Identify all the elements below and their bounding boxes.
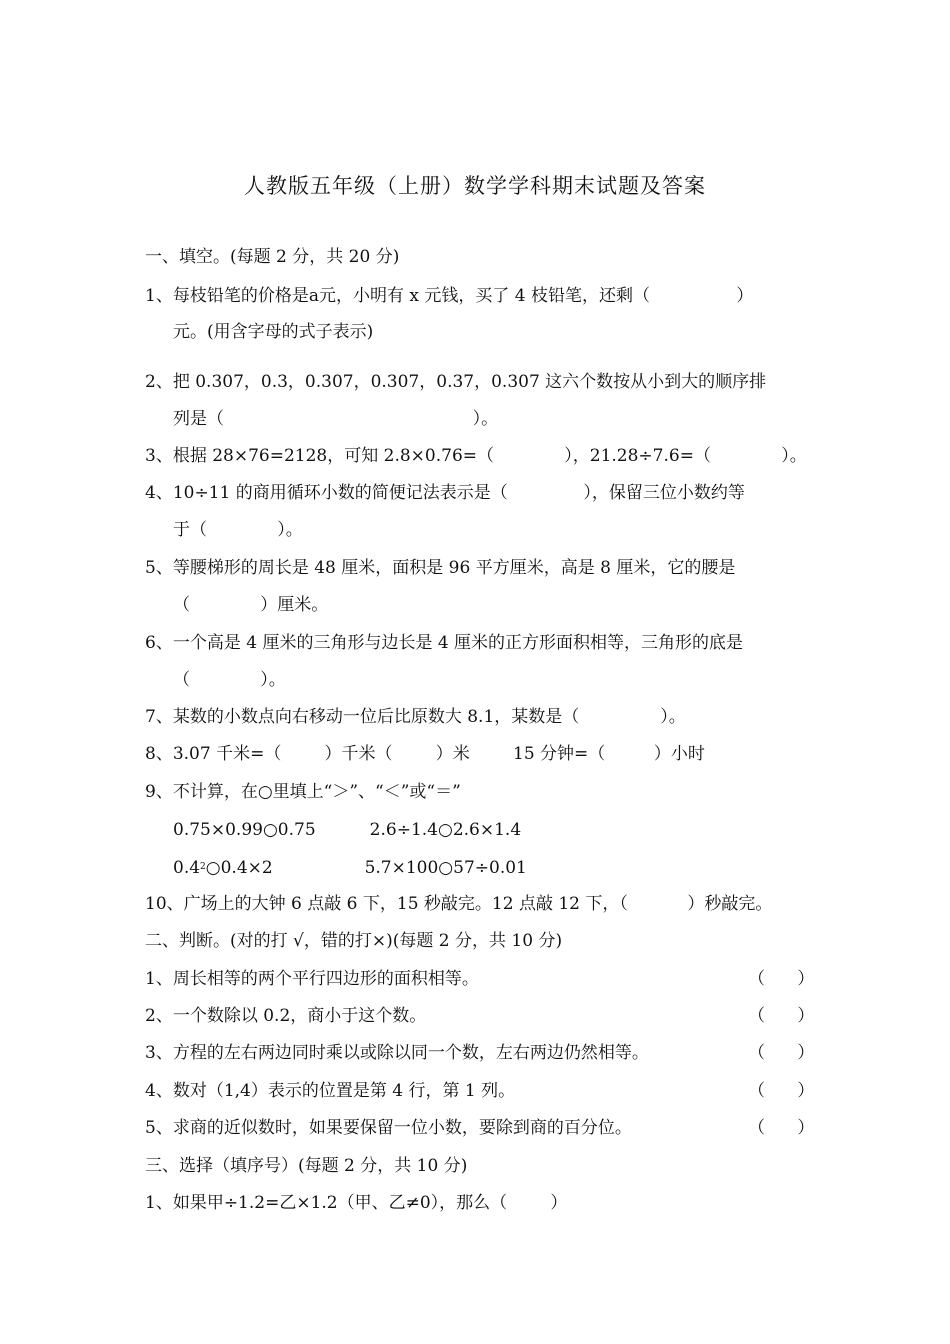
question-5-line-2: （ ）厘米。 [173,595,329,615]
question-5-line-1: 5、等腰梯形的周长是 48 厘米，面积是 96 平方厘米，高是 8 厘米，它的腰是 [145,558,736,578]
section1-heading: 一、填空。(每题 2 分，共 20 分) [145,247,400,267]
section3-heading: 三、选择（填序号）(每题 2 分，共 10 分) [145,1156,468,1176]
question-6-line-2: （ ）。 [173,670,286,690]
question-1-line-2: 元。(用含字母的式子表示) [173,322,374,342]
judge-item-1: 1、周长相等的两个平行四边形的面积相等。 [145,969,479,989]
question-9: 9、不计算，在○里填上“＞”、“＜”或“＝” [145,782,461,802]
answer-paren: （ ） [748,1006,815,1026]
question-10: 10、广场上的大钟 6 点敲 6 下，15 秒敲完。12 点敲 12 下，（ ）秒敲完。 [145,894,773,914]
page-title: 人教版五年级（上册）数学学科期末试题及答案 [244,174,706,198]
question-2-line-1: 2、把 0.307，0.3，0.307，0.307，0.37，0.307 这六个数按从小到大的顺序排 [145,372,767,392]
question-3: 3、根据 28×76=2128，可知 2.8×0.76=（ ），21.28÷7.6=（ ）。 [145,446,807,466]
judge-item-2: 2、一个数除以 0.2，商小于这个数。 [145,1006,427,1026]
answer-paren: （ ） [748,1043,815,1063]
question-6-line-1: 6、一个高是 4 厘米的三角形与边长是 4 厘米的正方形面积相等，三角形的底是 [145,633,744,653]
question-1-line-1: 1、每枝铅笔的价格是a元，小明有 x 元钱，买了 4 枝铅笔，还剩（ ） [145,286,754,306]
comparison-rest: ○0.4×2 5.7×100○57÷0.01 [205,858,527,878]
question-9-comparison-2 [173,855,527,880]
question-7: 7、某数的小数点向右移动一位后比原数大 8.1，某数是（ ）。 [145,707,686,727]
judge-item-4: 4、数对（1,4）表示的位置是第 4 行，第 1 列。 [145,1081,516,1101]
answer-paren: （ ） [748,1118,815,1138]
section2-heading: 二、判断。(对的打 √，错的打×)(每题 2 分，共 10 分) [145,931,563,951]
question-4-line-1: 4、10÷11 的商用循环小数的简便记法表示是（ ），保留三位小数约等 [145,483,745,503]
answer-paren: （ ） [748,1081,815,1101]
question-4-line-2: 于（ ）。 [173,520,303,540]
judge-item-3: 3、方程的左右两边同时乘以或除以同一个数，左右两边仍然相等。 [145,1043,649,1063]
judge-item-5: 5、求商的近似数时，如果要保留一位小数，要除到商的百分位。 [145,1118,632,1138]
question-9-comparison-1: 0.75×0.99○0.75 2.6÷1.4○2.6×1.4 [173,820,522,840]
question-8: 8、3.07 千米=（ ）千米（ ）米 15 分钟=（ ）小时 [145,744,705,764]
answer-paren: （ ） [748,969,815,989]
question-2-line-2: 列是（ ）。 [173,409,499,429]
comparison-base: 0.4 [173,858,201,878]
exponent: 2 [200,862,206,872]
choice-question-1: 1、如果甲÷1.2=乙×1.2（甲、乙≠0），那么（ ） [145,1193,568,1213]
